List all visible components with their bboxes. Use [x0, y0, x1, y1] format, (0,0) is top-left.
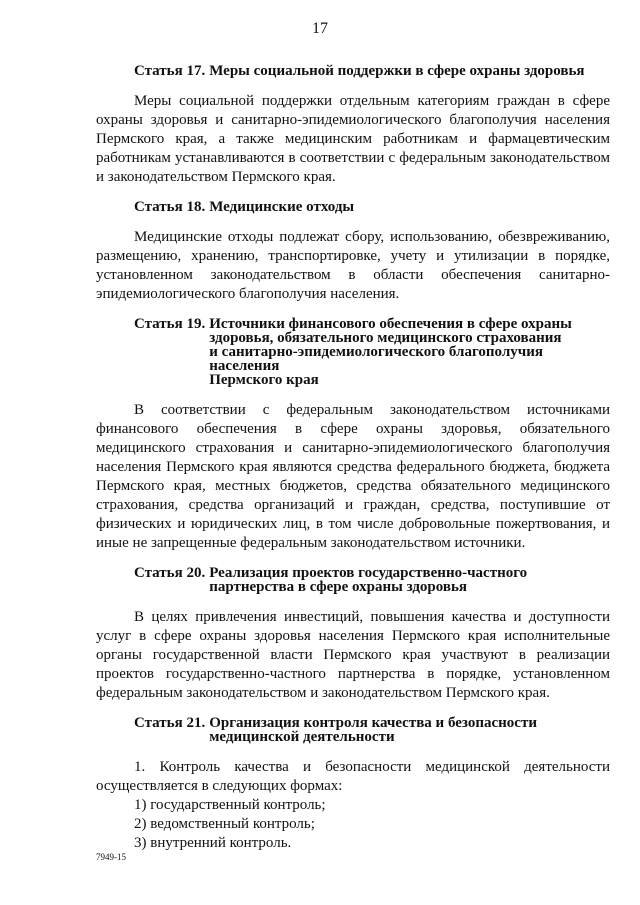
article-18 [96, 200, 610, 304]
article-heading [96, 317, 610, 387]
article-title [209, 716, 610, 744]
article-title-line: Медицинские отходы [209, 199, 355, 215]
list-item: 2) ведомственный контроль; [134, 816, 315, 832]
article-title-line: Источники финансового обеспечения в сфере охраны [209, 316, 572, 332]
article-number: Статья 19. [134, 316, 206, 332]
paragraph: В соответствии с федеральным законодательством источниками финансового обеспечения в сфере охраны здоровья, обязательного медицинского страхования и санитарно-эпидемиологического благополучия населения Пермского края являются средства федерального бюджета, бюджета Пермского края, местных бюджетов, средства обязательного медицинского страхования, средства организаций и граждан, средства, поступившие от физических и юридических лиц, в том числе добровольные пожертвования, и иные не запрещенные федеральным законодательством источники. [96, 402, 610, 551]
article-heading [96, 64, 610, 78]
article-title [209, 200, 610, 214]
article-number: Статья 17. [134, 63, 206, 79]
article-title-line: Меры социальной поддержки в сфере охраны здоровья [209, 63, 585, 79]
article-number: Статья 20. [134, 565, 206, 581]
article-title-line: Пермского края [209, 372, 319, 388]
page-number: 17 [312, 20, 328, 37]
article-number: Статья 21. [134, 715, 206, 731]
article-21 [96, 716, 610, 853]
article-title-line: партнерства в сфере охраны здоровья [209, 579, 468, 595]
article-20 [96, 566, 610, 703]
list-item: 1) государственный контроль; [134, 797, 326, 813]
article-title-line: Организация контроля качества и безопасности [209, 715, 537, 731]
paragraph: Меры социальной поддержки отдельным категориям граждан в сфере охраны здоровья и санитарно-эпидемиологического благополучия населения Пермского края, а также медицинским работникам и фармацевтическим работникам устанавливаются в соответствии с федеральным законодательством и законодательством Пермского края. [96, 93, 610, 185]
article-title [209, 64, 610, 78]
article-title [209, 566, 610, 594]
paragraph: В целях привлечения инвестиций, повышения качества и доступности услуг в сфере охраны здоровья населения Пермского края исполнительные органы государственной власти Пермского края участвуют в реализации проектов государственно-частного партнерства в порядке, установленном федеральным законодательством и законодательством Пермского края. [96, 609, 610, 701]
article-title-line: медицинской деятельности [209, 729, 395, 745]
list-item: 3) внутренний контроль. [134, 835, 292, 851]
paragraph: 1. Контроль качества и безопасности медицинской деятельности осуществляется в следующих формах: [96, 759, 610, 794]
paragraph: Медицинские отходы подлежат сбору, использованию, обезвреживанию, размещению, хранению, транспортировке, учету и утилизации в порядке, установленном законодательством в области обеспечения санитарно-эпидемиологического благополучия населения. [96, 229, 610, 302]
article-title [209, 317, 610, 387]
document-body [96, 64, 610, 853]
article-heading [96, 200, 610, 214]
article-17 [96, 64, 610, 187]
article-title-line: здоровья, обязательного медицинского страхования [209, 330, 562, 346]
article-heading [96, 566, 610, 594]
document-code: 7949-15 [96, 852, 126, 862]
article-number: Статья 18. [134, 199, 206, 215]
article-title-line: Реализация проектов государственно-частного [209, 565, 528, 581]
article-title-line: и санитарно-эпидемиологического благополучия населения [209, 344, 543, 374]
article-heading [96, 716, 610, 744]
article-19 [96, 317, 610, 553]
